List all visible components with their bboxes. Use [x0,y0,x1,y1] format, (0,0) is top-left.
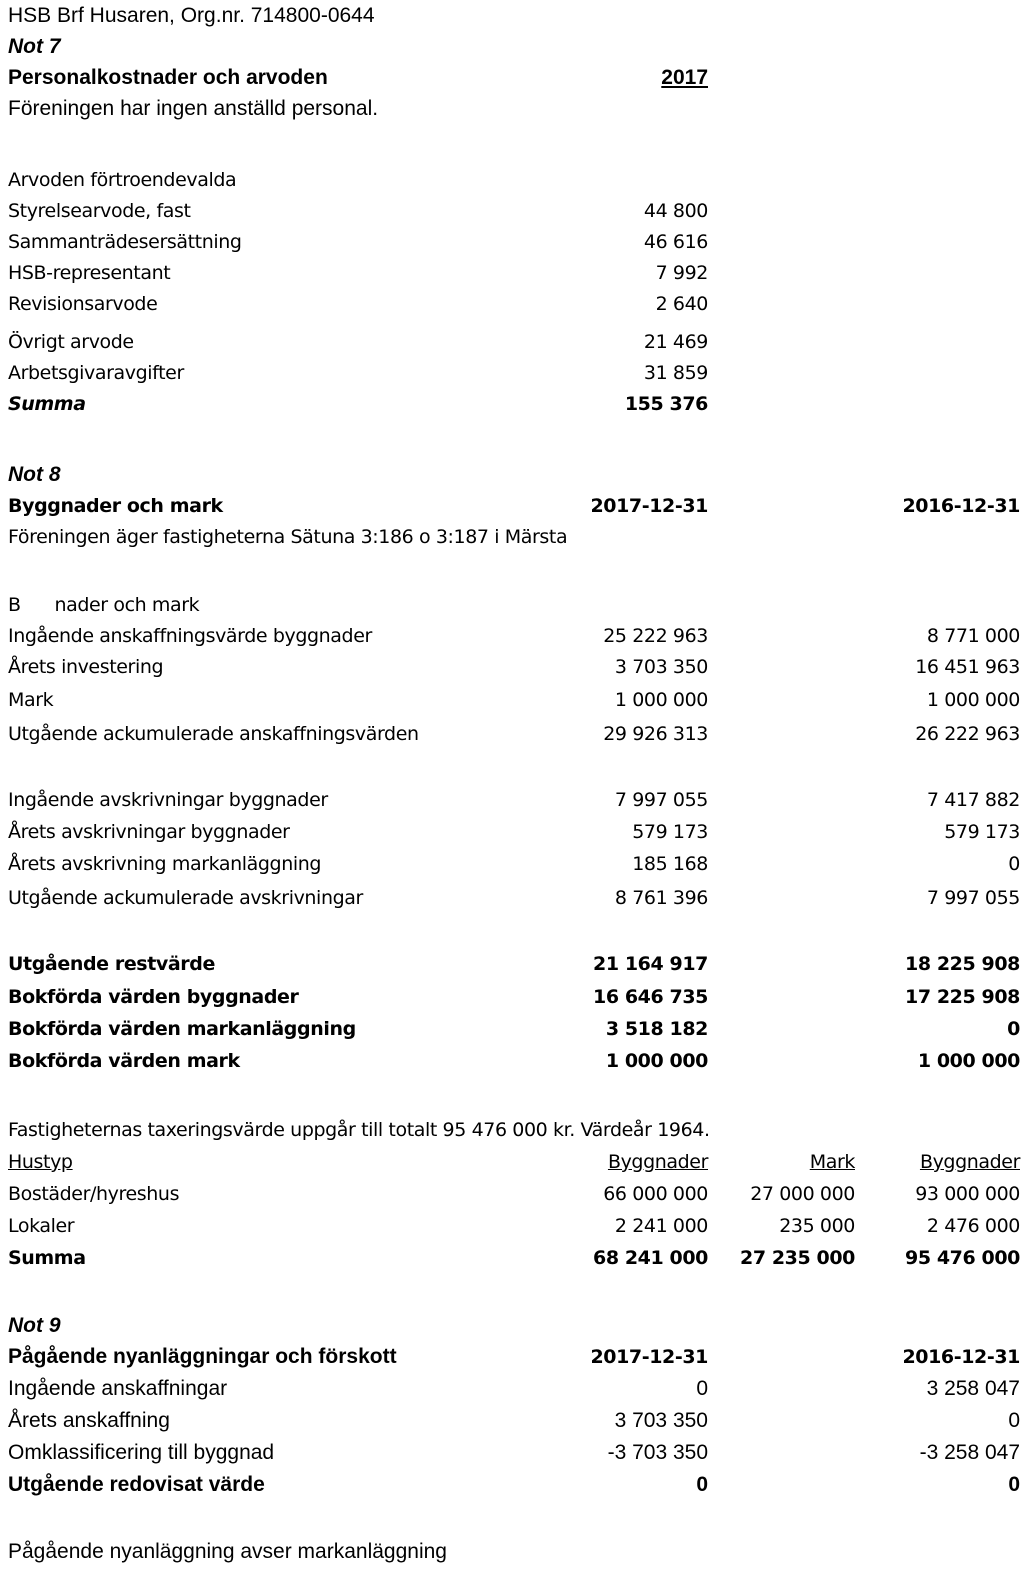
value-2016: 16 451 963 [915,656,1020,678]
note-7-label: Not 7 [8,35,61,58]
row-label: Utgående ackumulerade avskrivningar [8,887,363,909]
value-2017: 185 168 [632,853,708,875]
note-9-col2-header: 2016-12-31 [902,1346,1020,1368]
fee-total-value: 155 376 [624,393,708,415]
fee-label: Arbetsgivaravgifter [8,362,184,384]
value-2016: 26 222 963 [915,723,1020,745]
row-label: Bokförda värden mark [8,1050,240,1072]
tax-total-total: 95 476 000 [905,1247,1020,1269]
tax-value-total: 93 000 000 [915,1183,1020,1205]
value-2016: 0 [1007,1018,1020,1040]
value-2016: 17 225 908 [905,986,1020,1008]
row-label: Bokförda värden byggnader [8,986,299,1008]
value-2016: 7 417 882 [926,789,1020,811]
tax-value-land: 235 000 [779,1215,855,1237]
row-label: Ingående avskrivningar byggnader [8,789,328,811]
fee-value: 2 640 [655,293,708,315]
fee-label: Revisionsarvode [8,293,158,315]
value-2017: 8 761 396 [614,887,708,909]
total-label: Utgående redovisat värde [8,1473,265,1496]
value-2016: -3 258 047 [919,1441,1020,1464]
fee-total-label: Summa [8,393,86,415]
note-9-title: Pågående nyanläggningar och förskott [8,1345,397,1368]
value-2016: 3 258 047 [926,1377,1020,1400]
fee-label: Styrelsearvode, fast [8,200,191,222]
note-9-footer: Pågående nyanläggning avser markanläggning [8,1540,447,1563]
tax-row-label: Bostäder/hyreshus [8,1183,180,1205]
row-label: Mark [8,689,54,711]
note-8-title: Byggnader och mark [8,495,223,517]
tax-header-buildings: Byggnader [607,1151,708,1173]
value-2016: 579 173 [944,821,1020,843]
row-label: Ingående anskaffningsvärde byggnader [8,625,372,647]
fee-value: 7 992 [655,262,708,284]
value-2017: 21 164 917 [593,953,708,975]
row-label: Utgående ackumulerade anskaffningsvärden [8,723,419,745]
value-2017: -3 703 350 [607,1441,708,1464]
fee-value: 46 616 [643,231,708,253]
note-7-title: Personalkostnader och arvoden [8,66,328,89]
note-9-label: Not 9 [8,1314,61,1337]
tax-total-land: 27 235 000 [740,1247,855,1269]
value-2017: 29 926 313 [603,723,708,745]
note-8-property-note: Föreningen äger fastigheterna Sätuna 3:186 o 3:187 i Märsta [8,526,568,548]
tax-value-buildings: 66 000 000 [603,1183,708,1205]
value-2017: 3 703 350 [614,1409,708,1432]
row-label: Årets anskaffning [8,1409,170,1432]
value-2016: 1 000 000 [926,689,1020,711]
value-2017: 1 000 000 [605,1050,708,1072]
value-2017: 1 000 000 [614,689,708,711]
row-label: Årets avskrivning markanläggning [8,853,322,875]
value-2017: 3 703 350 [614,656,708,678]
fee-label: HSB-representant [8,262,171,284]
row-label: Omklassificering till byggnad [8,1441,275,1464]
tax-value-land: 27 000 000 [750,1183,855,1205]
fee-label: Övrigt arvode [8,331,134,353]
fee-label: Sammanträdesersättning [8,231,242,253]
value-2017: 25 222 963 [603,625,708,647]
note-7-year-header: 2017 [661,66,708,89]
total-value-2017: 0 [696,1473,708,1496]
note-8-col2-header: 2016-12-31 [902,495,1020,517]
tax-total-buildings: 68 241 000 [593,1247,708,1269]
tax-value-total: 2 476 000 [926,1215,1020,1237]
note-9-col1-header: 2017-12-31 [590,1346,708,1368]
row-label: Årets avskrivningar byggnader [8,821,290,843]
note-7-staff-note: Föreningen har ingen anställd personal. [8,97,379,120]
value-2017: 16 646 735 [593,986,708,1008]
value-2016: 1 000 000 [917,1050,1020,1072]
value-2017: 579 173 [632,821,708,843]
organization-header: HSB Brf Husaren, Org.nr. 714800-0644 [8,4,375,27]
value-2017: 3 518 182 [605,1018,708,1040]
value-2016: 7 997 055 [926,887,1020,909]
value-2016: 8 771 000 [926,625,1020,647]
value-2017: 7 997 055 [614,789,708,811]
row-label: Utgående restvärde [8,953,215,975]
value-2017: 0 [696,1377,708,1400]
tax-header-land: Mark [809,1151,855,1173]
row-label: Ingående anskaffningar [8,1377,228,1400]
fee-value: 21 469 [643,331,708,353]
value-2016: 0 [1008,853,1020,875]
value-2016: 18 225 908 [905,953,1020,975]
row-label: Årets investering [8,656,164,678]
row-label: Bokförda värden markanläggning [8,1018,356,1040]
tax-value-buildings: 2 241 000 [614,1215,708,1237]
total-value-2016: 0 [1008,1473,1020,1496]
fee-value: 31 859 [643,362,708,384]
tax-row-label: Lokaler [8,1215,75,1237]
note-7-subheading: Arvoden förtroendevalda [8,169,237,191]
fee-value: 44 800 [643,200,708,222]
tax-value-note: Fastigheternas taxeringsvärde uppgår till totalt 95 476 000 kr. Värdeår 1964. [8,1119,710,1141]
note-8-col1-header: 2017-12-31 [590,495,708,517]
tax-header-type: Hustyp [8,1151,73,1173]
tax-total-label: Summa [8,1247,86,1269]
note-8-subheading: B nader och mark [8,594,200,616]
value-2016: 0 [1008,1409,1020,1432]
tax-header-total: Byggnader [919,1151,1020,1173]
note-8-label: Not 8 [8,463,61,486]
